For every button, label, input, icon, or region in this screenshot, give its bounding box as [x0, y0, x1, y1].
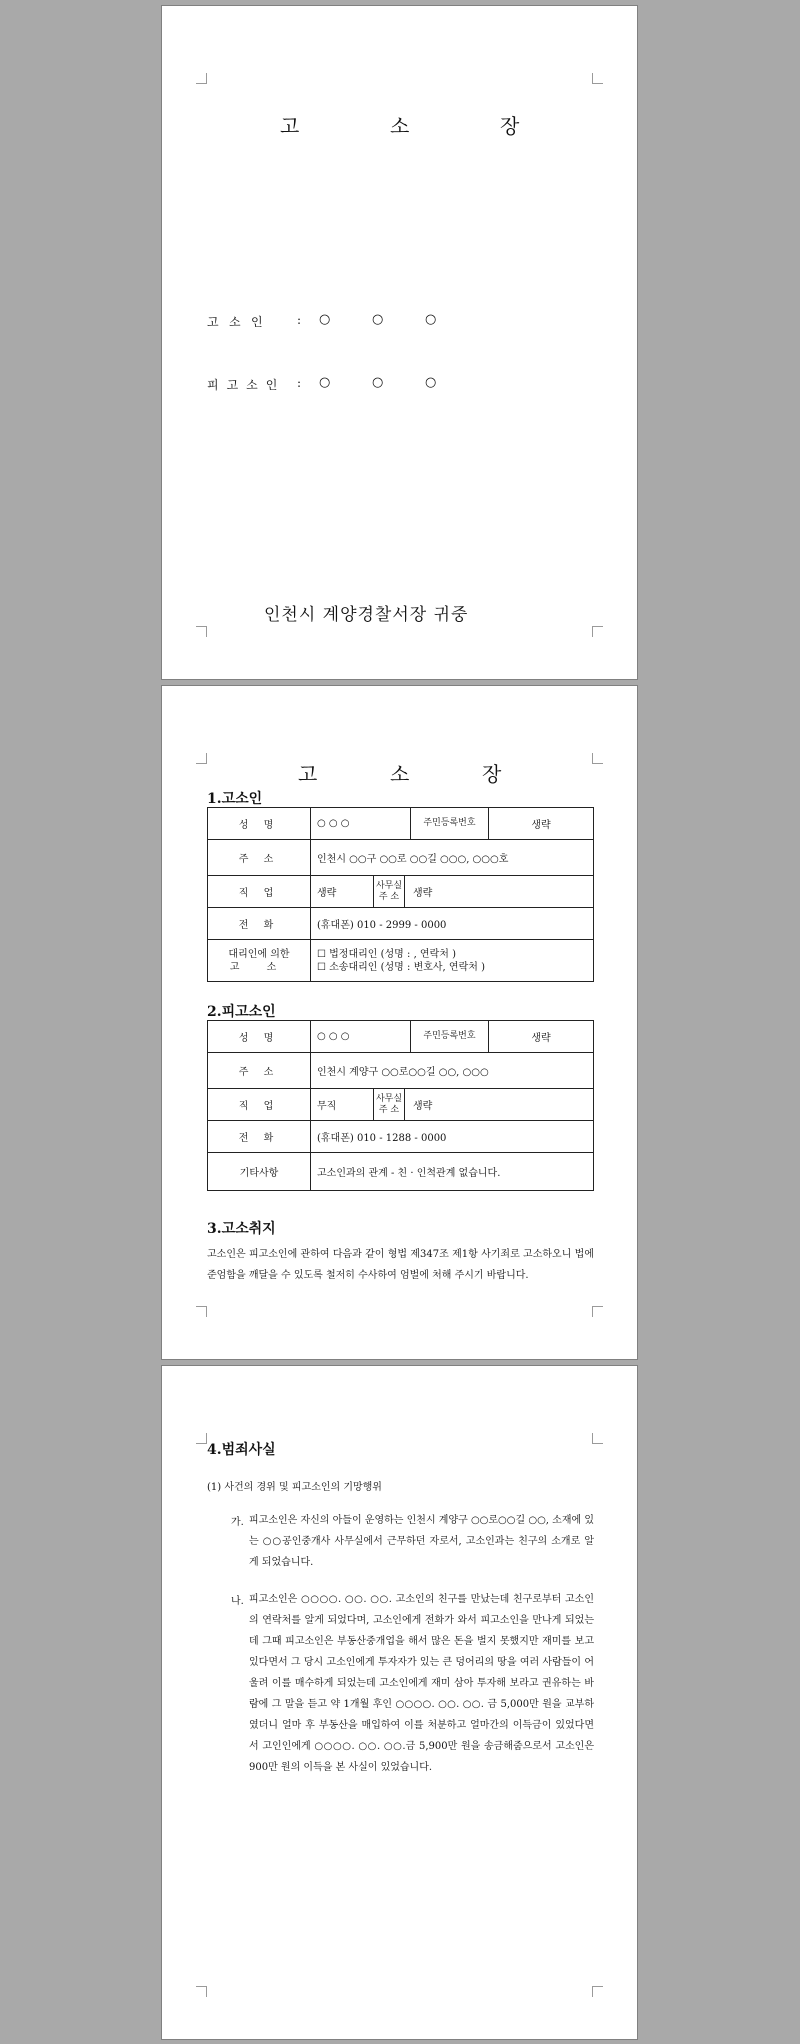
- recipient: 인천시 계양경찰서장 귀중: [264, 605, 469, 625]
- item-na-marker: 나.: [231, 1596, 244, 1607]
- section3-heading: 3.고소취지: [207, 1221, 276, 1237]
- office-value: 생략: [413, 1101, 433, 1112]
- phone-label: 전 화: [208, 1121, 311, 1153]
- section1-heading: 1.고소인: [207, 791, 263, 807]
- crop-mark: [196, 1986, 207, 1997]
- defendant-label: 피고소인: [207, 378, 286, 392]
- job-label: 직 업: [208, 1089, 311, 1121]
- item-ga-text: 피고소인은 자신의 아들이 운영하는 인천시 계양구 ○○로○○길 ○○, 소재에 있는 ○○공인중개사 사무실에서 근무하던 자로서, 고소인과는 친구의 소개로 알게 되었습니다.: [249, 1515, 594, 1568]
- page2-title: 고 소 장: [298, 762, 502, 786]
- section4-heading: 4.범죄사실: [207, 1442, 276, 1458]
- id-label: 주민등록번호: [411, 1021, 489, 1053]
- crop-mark: [592, 1306, 603, 1317]
- name-value: ○ ○ ○: [311, 808, 411, 840]
- cover-title: [280, 110, 519, 139]
- etc-label: 기타사항: [208, 1153, 311, 1191]
- title-char: 소: [390, 114, 410, 138]
- office-label: 사무실 주 소: [373, 876, 405, 907]
- complainant-name: ○ ○ ○: [319, 312, 437, 327]
- address-label: 주 소: [208, 1053, 311, 1089]
- page-2: [161, 685, 638, 1360]
- title-char: 장: [500, 114, 520, 138]
- office-label: 사무실 주 소: [373, 1089, 405, 1120]
- address-value: 인천시 ○○구 ○○로 ○○길 ○○○, ○○○호: [311, 840, 594, 876]
- legal-agent-checkbox[interactable]: ☐ 법정대리인 (성명 : , 연락처 ): [317, 948, 456, 960]
- agent-options: [311, 940, 594, 982]
- crop-mark: [592, 73, 603, 84]
- item-ga-marker: 가.: [231, 1517, 244, 1528]
- crop-mark: [196, 1306, 207, 1317]
- crop-mark: [592, 1433, 603, 1444]
- id-label: 주민등록번호: [411, 808, 489, 840]
- job-value: 무직: [317, 1101, 337, 1112]
- section3-text: 고소인은 피고소인에 관하여 다음과 같이 형법 제347조 제1항 사기죄로 고소하오니 법에 준엄함을 깨달을 수 있도록 철저히 수사하여 엄벌에 처해 주시기 바랍니다.: [207, 1249, 594, 1281]
- crop-mark: [592, 626, 603, 637]
- crop-mark: [196, 753, 207, 764]
- crop-mark: [592, 753, 603, 764]
- complainant-label: 고 소 인: [207, 315, 263, 329]
- name-label: 성 명: [208, 808, 311, 840]
- litigation-agent-checkbox[interactable]: ☐ 소송대리인 (성명 : 변호사, 연락처 ): [317, 961, 485, 973]
- complainant-table: [207, 807, 594, 982]
- phone-value: (휴대폰) 010 - 2999 - 0000: [311, 908, 594, 940]
- title-char: 고: [280, 114, 300, 138]
- address-value: 인천시 계양구 ○○로○○길 ○○, ○○○: [311, 1053, 594, 1089]
- subsection-1-title: (1) 사건의 경위 및 피고소인의 기망행위: [207, 1482, 382, 1493]
- defendant-name: ○ ○ ○: [319, 375, 437, 390]
- defendant-table: [207, 1020, 594, 1191]
- crop-mark: [196, 1433, 207, 1444]
- office-value: 생략: [413, 888, 433, 899]
- job-value: 생략: [317, 888, 337, 899]
- agent-label: 대리인에 의한 고 소: [208, 940, 311, 982]
- crop-mark: [196, 73, 207, 84]
- job-label: 직 업: [208, 876, 311, 908]
- id-value: 생략: [489, 1021, 594, 1053]
- id-value: 생략: [489, 808, 594, 840]
- etc-value: 고소인과의 관계 - 친 · 인척관계 없습니다.: [311, 1153, 594, 1191]
- name-value: ○ ○ ○: [311, 1021, 411, 1053]
- complainant-colon: :: [297, 313, 302, 327]
- defendant-colon: :: [297, 376, 302, 390]
- page-1: [161, 5, 638, 680]
- address-label: 주 소: [208, 840, 311, 876]
- page-3: [161, 1365, 638, 2040]
- section2-heading: 2.피고소인: [207, 1004, 276, 1020]
- name-label: 성 명: [208, 1021, 311, 1053]
- crop-mark: [196, 626, 207, 637]
- phone-value: (휴대폰) 010 - 1288 - 0000: [311, 1121, 594, 1153]
- item-na-text: 피고소인은 ○○○○. ○○. ○○. 고소인의 친구를 만났는데 친구로부터 고소인의 연락처를 알게 되었다며, 고소인에게 전화가 와서 피고소인을 만나게 되었는데 그때 피고소인은 부동산중개업을 해서 많은 돈을 벌지 못했지만 재미를 보고 있다면서 그 당시 고소인에게 투자자가 있는 큰 덩어리의 땅을 여러 사람들이 어울려 이를 매수하게 되었는데 고소인에게 재미 삼아 투자해 보라고 권유하는 바람에 그 말을 듣고 약 1개월 후인 ○○○○. ○○. ○○. 금 5,000만 원을 교부하였더니 얼마 후 부동산을 매입하여 이를 처분하고 얼마간의 이득금이 있었다면서 고인인에게 ○○○○. ○○. ○○.금 5,900만 원을 송금해줌으로서 고소인은 900만 원의 이득을 본 사실이 있었습니다.: [249, 1594, 594, 1773]
- crop-mark: [592, 1986, 603, 1997]
- phone-label: 전 화: [208, 908, 311, 940]
